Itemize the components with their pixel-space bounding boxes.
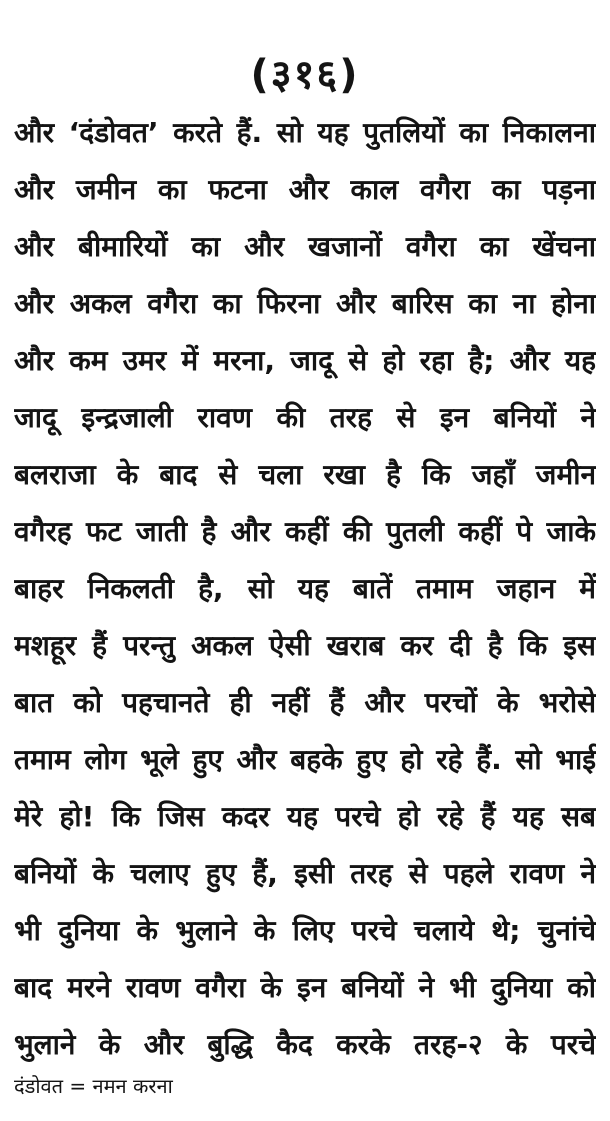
text-line: जादू इन्द्रजाली रावण की तरह से इन बनियों ने <box>14 401 596 434</box>
text-line: और कम उमर में मरना, जादू से हो रहा है; और यह <box>14 344 596 377</box>
text-line: वगैरह फट जाती है और कहीं की पुतली कहीं पे जाके <box>14 515 596 548</box>
text-line: और बीमारियों का और खजानों वगैरा का खेंचना <box>14 230 596 263</box>
text-line: और अकल वगैरा का फिरना और बारिस का ना होना <box>14 287 596 320</box>
text-line: तमाम लोग भूले हुए और बहके हुए हो रहे हैं. सो भाई <box>14 743 596 776</box>
text-line: और ‘दंडोवत’ करते हैं. सो यह पुतलियों का निकालना <box>14 116 596 149</box>
text-line: बाद मरने रावण वगैरा के इन बनियों ने भी दुनिया को <box>14 971 596 1004</box>
text-line: बाहर निकलती है, सो यह बातें तमाम जहान में <box>14 572 596 605</box>
text-line: बात को पहचानते ही नहीं हैं और परचों के भरोसे <box>14 686 596 719</box>
text-line: मशहूर हैं परन्तु अकल ऐसी खराब कर दी है कि इस <box>14 629 596 662</box>
text-line: भी दुनिया के भुलाने के लिए परचे चलाये थे; चुनांचे <box>14 914 596 947</box>
body-text <box>14 104 596 1073</box>
footnote: दंडोवत = नमन करना <box>14 1074 173 1098</box>
text-line: बनियों के चलाए हुए हैं, इसी तरह से पहले रावण ने <box>14 857 596 890</box>
text-line: बलराजा के बाद से चला रखा है कि जहाँ जमीन <box>14 458 596 491</box>
text-line: भुलाने के और बुद्धि कैद करके तरह-२ के परचे <box>14 1028 596 1061</box>
page-number: (३१६) <box>250 52 360 98</box>
text-line: मेरे हो! कि जिस कदर यह परचे हो रहे हैं यह सब <box>14 800 596 833</box>
text-line: और जमीन का फटना और काल वगैरा का पड़ना <box>14 173 596 206</box>
